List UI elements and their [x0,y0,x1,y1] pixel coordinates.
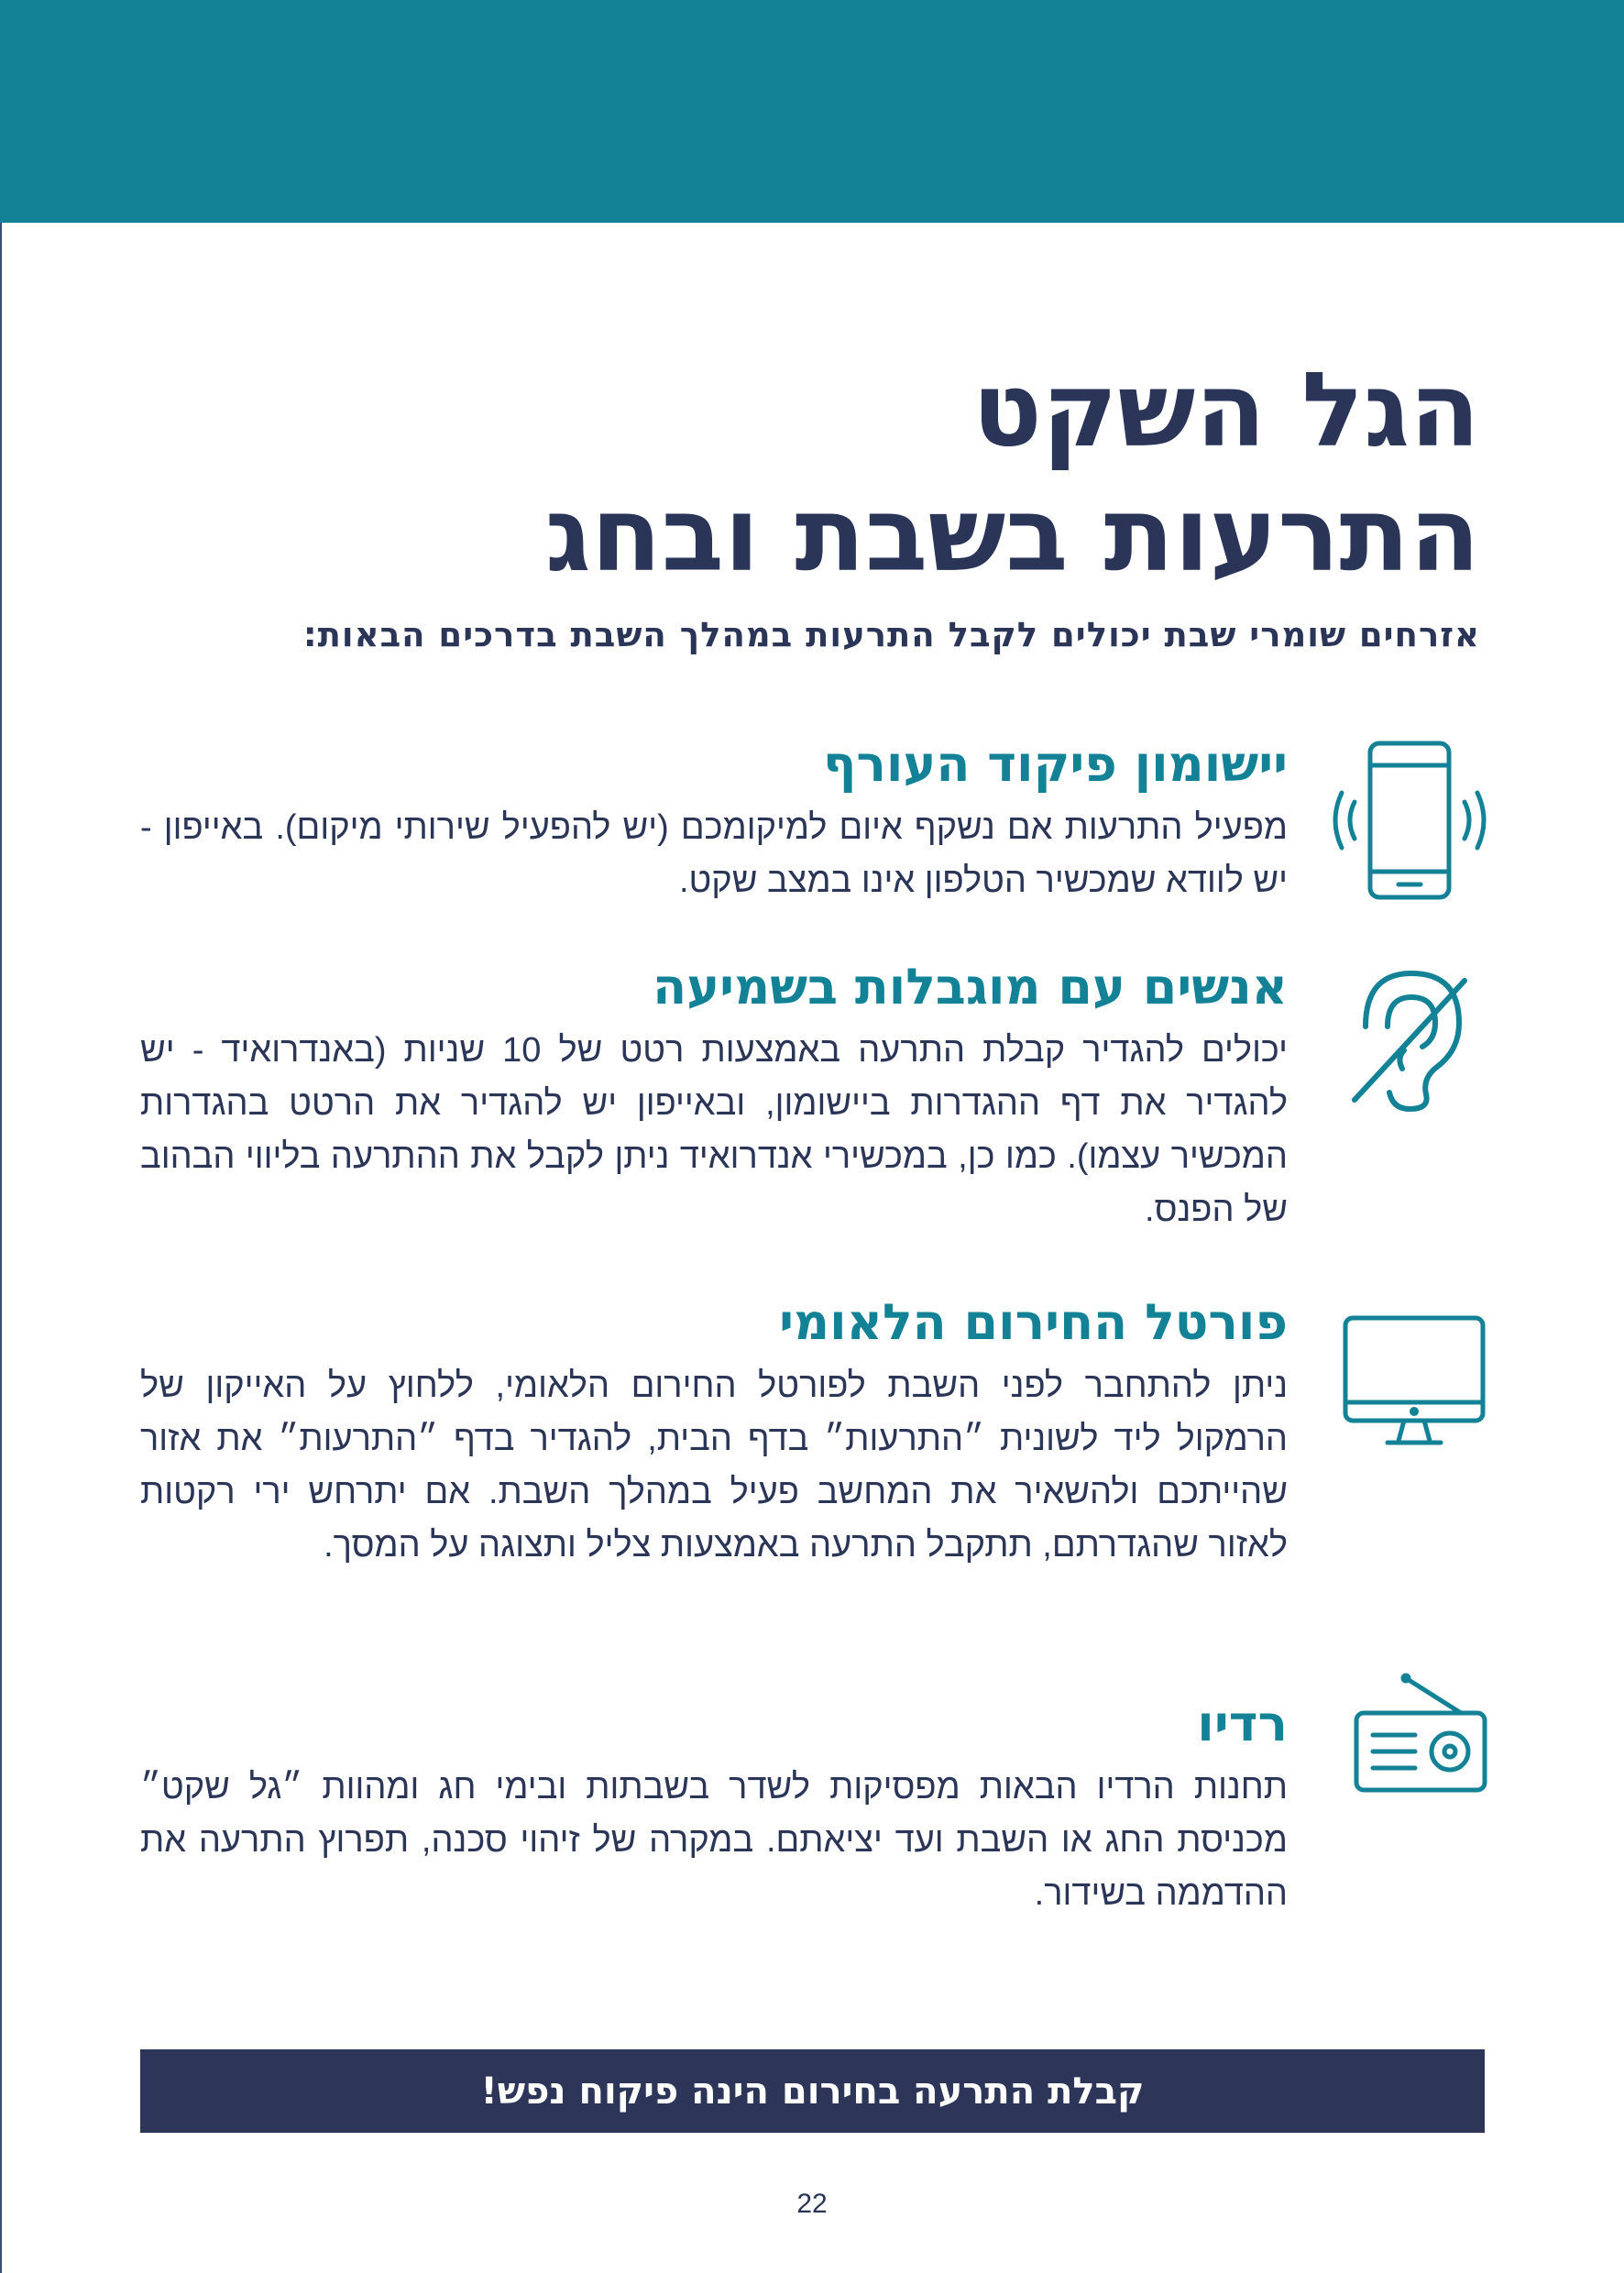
section-hearing [140,950,1288,1236]
emphasis-banner [140,2049,1485,2133]
desktop-monitor-icon [1340,1312,1488,1450]
page-title [105,348,1480,598]
title-line-2: התרעות בשבת ובחג [544,476,1480,595]
section-radio [140,1687,1288,1920]
intro-text: אזרחים שומרי שבת יכולים לקבל התרעות במהלך השבת בדרכים הבאות: [302,615,1480,654]
title-line-1: הגל השקט [971,351,1480,470]
page-edge [0,0,2,2273]
section-app [140,728,1288,907]
emphasis-banner-text: קבלת התרעה בחירום הינה פיקוח נפש! [480,2070,1145,2113]
section-heading-app: יישומון פיקוד העורף [822,735,1288,793]
section-body-hearing: יכולים להגדיר קבלת התרעה באמצעות רטט של 10 שניות (באנדרואיד - יש להגדיר את דף ההגדרות ביישומון, ובאייפון יש להגדיר את הרטט בהגדרות המכשיר עצמו). כמו כן, במכשירי אנדרואיד ניתן לקבל את ההתרעה בליווי הבהוב של הפנס. [140,1031,1288,1229]
smartphone-vibrate-icon [1329,738,1490,903]
header-band [0,0,1624,223]
page-number: 22 [796,2189,828,2219]
section-body-radio: תחנות הרדיו הבאות מפסיקות לשדר בשבתות ובימי חג ומהוות ״גל שקט״ מכניסת החג או השבת ועד יציאתם. במקרה של זיהוי סכנה, תפרוץ התרעה את ההדממה בשידור. [140,1768,1288,1913]
section-portal [140,1286,1288,1572]
section-heading-radio: רדיו [1197,1695,1288,1752]
section-body-app: מפעיל התרעות אם נשקף איום למיקומכם (יש להפעיל שירותי מיקום). באייפון - יש לוודא שמכשיר הטלפון אינו במצב שקט. [140,808,1288,900]
radio-icon [1351,1673,1490,1796]
section-heading-hearing: אנשים עם מוגבלות בשמיעה [653,958,1288,1016]
hearing-impaired-icon [1345,962,1474,1114]
section-body-portal: ניתן להתחבר לפני השבת לפורטל החירום הלאומי, ללחוץ על האייקון של הרמקול ליד לשונית ״התרעות״ בדף הבית, להגדיר בדף ״התרעות״ את אזור שהייתכם ולהשאיר את המחשב פעיל במהלך השבת. אם יתרחש ירי רקטות לאזור שהגדרתם, תתקבל התרעה באמצעות צליל ותצוגה על המסך. [140,1367,1288,1565]
section-heading-portal: פורטל החירום הלאומי [779,1293,1288,1351]
